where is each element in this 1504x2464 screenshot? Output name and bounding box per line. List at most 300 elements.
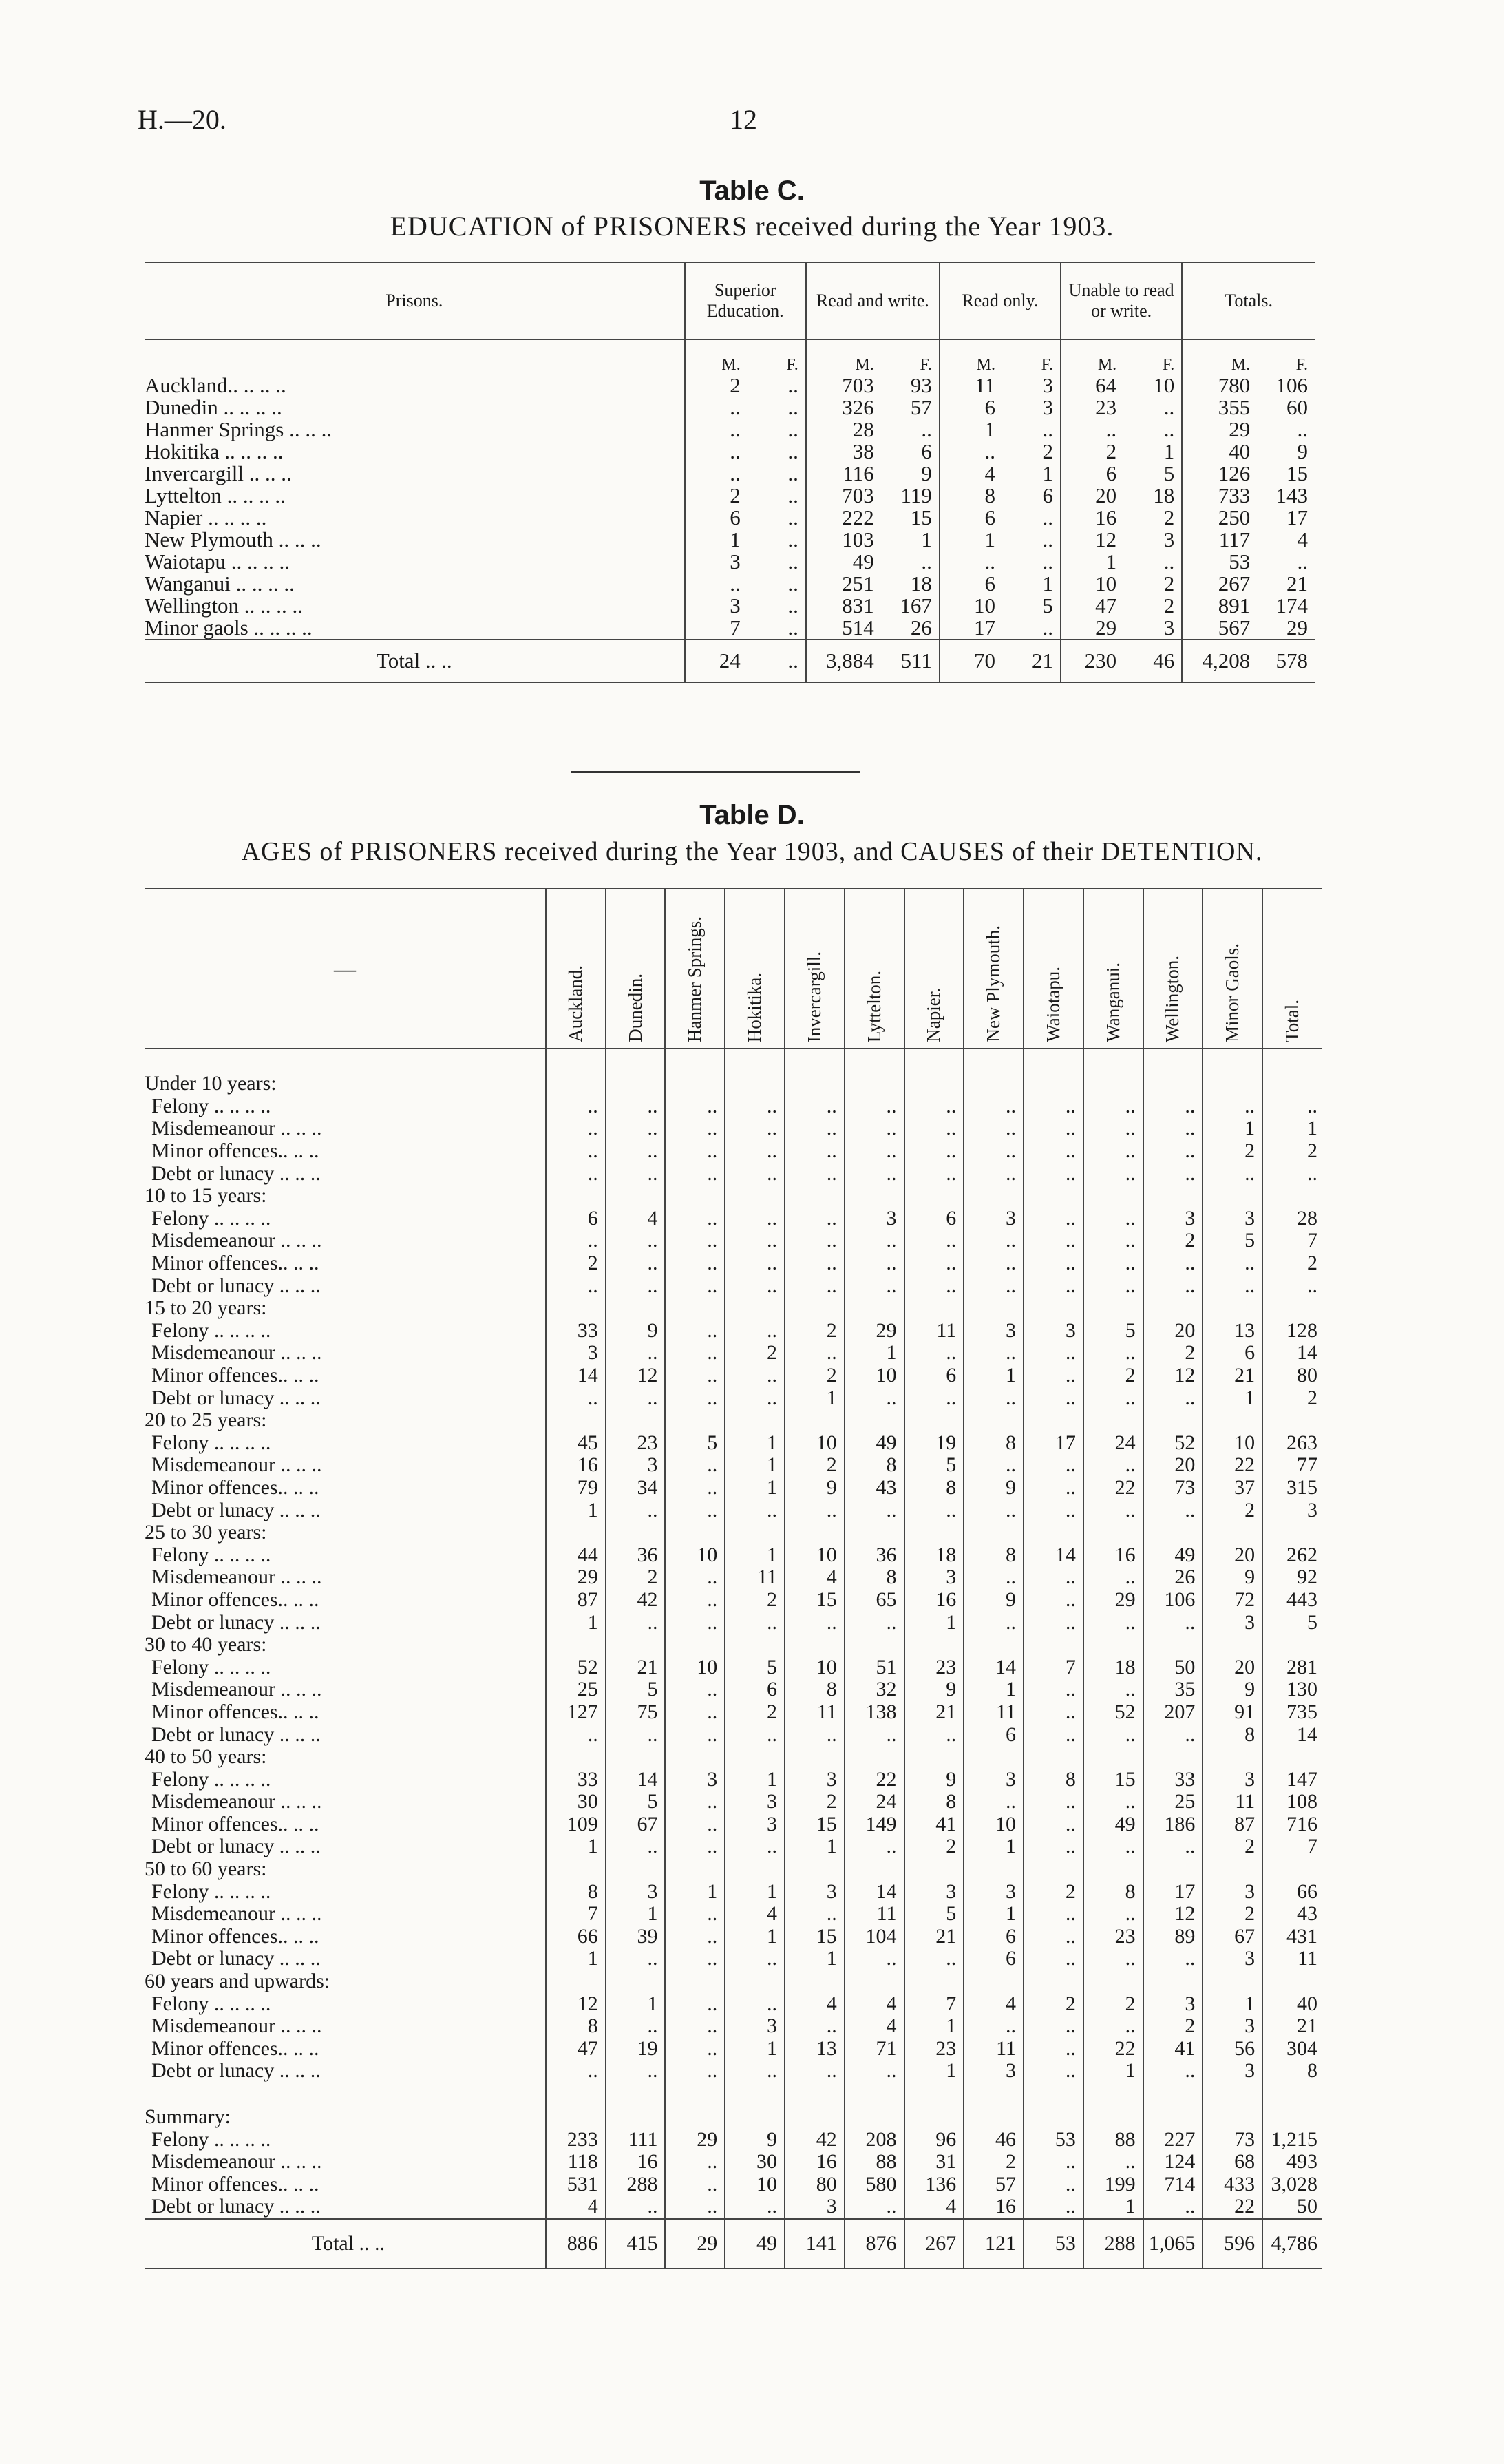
table-cell: .. — [964, 1230, 1024, 1252]
table-cell: 91 — [1203, 1701, 1262, 1724]
table-cell: 186 — [1143, 1813, 1203, 1836]
table-cell: 20 — [1143, 1320, 1203, 1342]
empty-cell — [546, 1073, 606, 1095]
header-read-only: Read only. — [940, 262, 1061, 339]
table-cell: .. — [904, 1387, 964, 1409]
empty-cell — [1083, 1858, 1143, 1881]
table-cell: 24 — [845, 1791, 904, 1813]
table-cell: 12 — [546, 1992, 606, 2015]
table-cell: 3 — [1203, 1880, 1262, 1903]
table-cell: 8 — [785, 1678, 845, 1701]
table-cell: 199 — [1083, 2173, 1143, 2196]
table-cell: 124 — [1143, 2151, 1203, 2173]
column-header-label: Wanganui. — [1102, 962, 1123, 1042]
table-cell: .. — [606, 1387, 666, 1409]
empty-cell — [1143, 1746, 1203, 1769]
sex-header-cell: M. — [1061, 339, 1116, 375]
table-cell: 51 — [845, 1656, 904, 1678]
spacer-cell — [1203, 2083, 1262, 2106]
table-cell: 109 — [546, 1813, 606, 1836]
table-cell: 29 — [1182, 419, 1250, 441]
table-c-title: Table C. — [699, 176, 805, 206]
table-cell: 7 — [685, 617, 741, 640]
table-row — [145, 419, 1315, 441]
table-cell: 143 — [1275, 483, 1308, 507]
table-cell: .. — [725, 1611, 785, 1634]
table-cell: 41 — [904, 1813, 964, 1836]
table-cell: .. — [964, 1342, 1024, 1365]
offence-label: Minor offences.. .. .. — [151, 1812, 319, 1835]
table-cell: 29 — [1286, 615, 1308, 640]
group-label: 50 to 60 years: — [145, 1857, 267, 1881]
table-cell: .. — [725, 1274, 785, 1297]
table-cell: .. — [1024, 1926, 1083, 1948]
table-cell: .. — [940, 441, 995, 463]
empty-cell — [1262, 1970, 1322, 1993]
spacer-cell — [1262, 2083, 1322, 2106]
table-cell: 208 — [845, 2128, 904, 2151]
table-cell: 32 — [845, 1678, 904, 1701]
table-cell: 3 — [1163, 527, 1175, 551]
table-cell: .. — [1024, 1117, 1083, 1140]
table-cell: 2 — [1203, 1140, 1262, 1163]
table-cell: 2 — [1163, 571, 1175, 596]
table-cell: 18 — [1083, 1656, 1143, 1678]
table-cell: 1 — [1203, 1117, 1262, 1140]
table-cell: 53 — [1024, 2128, 1083, 2151]
empty-cell — [904, 1970, 964, 1993]
table-cell: .. — [725, 1252, 785, 1275]
table-cell: 11 — [940, 375, 995, 397]
empty-cell — [1024, 1073, 1083, 1095]
table-cell: 38 — [806, 441, 874, 463]
table-cell: 127 — [546, 1701, 606, 1724]
table-row — [145, 1230, 1322, 1252]
table-cell: .. — [1083, 1162, 1143, 1185]
table-cell: 15 — [785, 1813, 845, 1836]
group-row — [145, 1858, 1322, 1881]
table-cell: 17 — [1143, 1880, 1203, 1903]
table-cell: 43 — [1262, 1903, 1322, 1926]
table-cell: .. — [787, 527, 798, 551]
table-cell: 14 — [1262, 1723, 1322, 1746]
empty-cell — [606, 1746, 666, 1769]
table-cell: 40 — [1182, 441, 1250, 463]
table-cell: .. — [1024, 2173, 1083, 2196]
empty-cell — [546, 1634, 606, 1656]
table-cell: .. — [845, 2060, 904, 2083]
table-cell: 281 — [1262, 1656, 1322, 1678]
empty-cell — [1143, 1297, 1203, 1320]
table-cell: 3 — [1262, 1499, 1322, 1521]
table-row — [145, 595, 1315, 617]
table-row — [145, 1208, 1322, 1230]
empty-cell — [725, 2106, 785, 2129]
table-cell: 11 — [904, 1320, 964, 1342]
prison-name: Minor gaols .. .. .. .. — [145, 615, 313, 640]
table-cell: 22 — [1203, 1454, 1262, 1477]
table-cell: 12 — [1143, 1903, 1203, 1926]
table-cell: .. — [1024, 1140, 1083, 1163]
table-cell: 2 — [1083, 1365, 1143, 1387]
empty-cell — [546, 1185, 606, 1208]
table-cell: 1 — [940, 529, 995, 551]
table-row — [145, 1948, 1322, 1970]
table-cell: .. — [785, 2060, 845, 2083]
table-cell: 6 — [1061, 463, 1116, 485]
table-cell: 3 — [725, 1813, 785, 1836]
empty-cell — [964, 2106, 1024, 2129]
empty-cell — [606, 1521, 666, 1544]
table-cell: 2 — [1042, 439, 1054, 463]
table-cell: .. — [845, 1387, 904, 1409]
empty-cell — [964, 1073, 1024, 1095]
offence-label: Misdemeanour .. .. .. — [151, 1678, 322, 1701]
spacer-cell — [546, 2083, 606, 2106]
table-cell: .. — [546, 1387, 606, 1409]
offence-label: Felony .. .. .. .. — [151, 1543, 271, 1566]
table-cell: 149 — [845, 1813, 904, 1836]
table-row — [145, 1903, 1322, 1926]
group-label: Summary: — [145, 2105, 231, 2129]
table-cell: .. — [1143, 1117, 1203, 1140]
table-cell: 25 — [546, 1678, 606, 1701]
prison-name: Waiotapu .. .. .. .. — [145, 549, 290, 573]
table-cell: 128 — [1262, 1320, 1322, 1342]
table-cell: 28 — [1262, 1208, 1322, 1230]
table-cell: .. — [1143, 1252, 1203, 1275]
table-cell: .. — [665, 1095, 725, 1118]
table-cell: .. — [1262, 1274, 1322, 1297]
table-cell: 130 — [1262, 1678, 1322, 1701]
table-cell: 6 — [1042, 483, 1054, 507]
table-cell: .. — [1083, 1117, 1143, 1140]
table-cell: 7 — [1262, 1835, 1322, 1858]
table-cell: 53 — [1182, 551, 1250, 573]
table-cell: .. — [845, 1162, 904, 1185]
table-cell: 29 — [1061, 617, 1116, 640]
table-cell: .. — [665, 1117, 725, 1140]
table-cell: .. — [1042, 417, 1054, 441]
table-cell: .. — [725, 1117, 785, 1140]
table-cell: 37 — [1203, 1477, 1262, 1499]
table-cell: 17 — [940, 617, 995, 640]
table-cell: .. — [964, 1274, 1024, 1297]
table-cell: 716 — [1262, 1813, 1322, 1836]
table-cell: .. — [725, 2060, 785, 2083]
table-cell: 5 — [1042, 593, 1054, 618]
offence-label: Minor offences.. .. .. — [151, 1364, 319, 1387]
table-cell: .. — [1297, 417, 1308, 441]
table-cell: 2 — [785, 1791, 845, 1813]
table-cell: .. — [785, 1274, 845, 1297]
table-cell: 174 — [1275, 593, 1308, 618]
spacer-cell — [606, 2083, 666, 2106]
table-cell: .. — [665, 2015, 725, 2038]
table-cell: 1 — [725, 1880, 785, 1903]
table-cell: 4 — [785, 1992, 845, 2015]
table-cell: .. — [1083, 1274, 1143, 1297]
table-cell: .. — [845, 1274, 904, 1297]
table-cell: 8 — [1083, 1880, 1143, 1903]
empty-cell — [1083, 1185, 1143, 1208]
table-cell: .. — [1024, 1589, 1083, 1612]
table-row — [145, 1477, 1322, 1499]
table-cell: .. — [964, 1162, 1024, 1185]
table-cell: 1 — [665, 1880, 725, 1903]
empty-cell — [845, 1409, 904, 1432]
table-cell: 9 — [1203, 1566, 1262, 1589]
table-cell: .. — [785, 1095, 845, 1118]
table-cell: 831 — [806, 595, 874, 617]
offence-label: Misdemeanour .. .. .. — [151, 2150, 322, 2173]
table-cell: 18 — [1153, 483, 1175, 507]
table-row — [145, 1566, 1322, 1589]
table-cell: .. — [1143, 1095, 1203, 1118]
table-cell: .. — [665, 1723, 725, 1746]
table-cell: .. — [940, 551, 995, 573]
table-cell: .. — [964, 1095, 1024, 1118]
empty-cell — [606, 1297, 666, 1320]
table-cell: 15 — [785, 1589, 845, 1612]
table-cell: .. — [921, 417, 932, 441]
table-cell: 4 — [785, 1566, 845, 1589]
table-cell: 22 — [845, 1768, 904, 1791]
table-cell: .. — [725, 1365, 785, 1387]
empty-cell — [904, 1746, 964, 1769]
table-cell: .. — [1042, 527, 1054, 551]
column-header — [1262, 889, 1322, 1049]
table-cell: .. — [606, 1095, 666, 1118]
empty-cell — [785, 2106, 845, 2129]
table-cell: .. — [665, 1813, 725, 1836]
table-cell: 57 — [910, 395, 932, 419]
table-cell: .. — [845, 1095, 904, 1118]
empty-cell — [665, 2106, 725, 2129]
header-superior-education: Superior Education. — [685, 262, 806, 339]
empty-cell — [665, 1521, 725, 1544]
table-cell: .. — [1083, 1230, 1143, 1252]
table-cell: 14 — [546, 1365, 606, 1387]
table-row — [145, 1342, 1322, 1365]
table-cell: 1 — [546, 1948, 606, 1970]
prison-name: Hanmer Springs .. .. .. — [145, 417, 332, 441]
table-cell: .. — [1024, 1499, 1083, 1521]
table-cell: .. — [546, 2060, 606, 2083]
table-cell: 8 — [1024, 1768, 1083, 1791]
table-cell: 20 — [1203, 1656, 1262, 1678]
table-cell: 23 — [1083, 1926, 1143, 1948]
empty-cell — [725, 1409, 785, 1432]
total-cell: 3,884 — [806, 640, 874, 682]
table-cell: 2 — [1262, 1140, 1322, 1163]
table-row — [145, 1701, 1322, 1724]
empty-cell — [1262, 1746, 1322, 1769]
table-cell: .. — [546, 1230, 606, 1252]
prison-name: Napier .. .. .. .. — [145, 505, 267, 529]
table-cell: 9 — [1297, 439, 1308, 463]
total-cell: 415 — [606, 2219, 666, 2268]
offence-label: Felony .. .. .. .. — [151, 1094, 271, 1117]
table-cell: .. — [1083, 1611, 1143, 1634]
table-cell: 14 — [1024, 1544, 1083, 1566]
header-prisons: Prisons. — [145, 262, 685, 339]
table-cell: .. — [1143, 1140, 1203, 1163]
table-cell: .. — [546, 1095, 606, 1118]
prison-name: Auckland.. .. .. .. — [145, 373, 286, 397]
table-cell: .. — [725, 1162, 785, 1185]
empty-cell — [785, 1521, 845, 1544]
table-cell: .. — [845, 1230, 904, 1252]
table-cell: 11 — [725, 1566, 785, 1589]
table-cell: 23 — [904, 2038, 964, 2061]
table-cell: 2 — [964, 2151, 1024, 2173]
table-cell: .. — [725, 1320, 785, 1342]
table-cell: 6 — [685, 507, 741, 529]
empty-cell — [665, 1970, 725, 1993]
empty-cell — [1024, 1521, 1083, 1544]
table-cell: 580 — [845, 2173, 904, 2196]
table-cell: .. — [665, 1342, 725, 1365]
table-cell: 5 — [1083, 1320, 1143, 1342]
table-cell: 443 — [1262, 1589, 1322, 1612]
table-cell: .. — [785, 1140, 845, 1163]
table-cell: .. — [787, 461, 798, 485]
table-cell: 9 — [964, 1477, 1024, 1499]
table-cell: 2 — [1203, 1835, 1262, 1858]
table-cell: 567 — [1182, 617, 1250, 640]
table-cell: 10 — [1061, 573, 1116, 595]
table-cell: .. — [1024, 1162, 1083, 1185]
total-cell: 578 — [1250, 640, 1315, 682]
spacer-cell — [1203, 1049, 1262, 1073]
table-cell: 3 — [1203, 2060, 1262, 2083]
table-cell: 18 — [910, 571, 932, 596]
offence-label: Misdemeanour .. .. .. — [151, 1341, 322, 1365]
total-label: Total .. .. — [145, 2219, 546, 2268]
table-cell: .. — [665, 1140, 725, 1163]
table-cell: .. — [1203, 1274, 1262, 1297]
spacer-cell — [785, 1049, 845, 1073]
table-cell: 22 — [1203, 2196, 1262, 2219]
table-cell: 326 — [806, 397, 874, 419]
table-cell: .. — [665, 1365, 725, 1387]
table-cell: 3 — [606, 1454, 666, 1477]
table-cell: .. — [606, 1230, 666, 1252]
table-cell: .. — [787, 549, 798, 573]
table-row — [145, 573, 1315, 595]
table-cell: 2 — [785, 1454, 845, 1477]
table-cell: .. — [787, 395, 798, 419]
table-cell: 88 — [1083, 2128, 1143, 2151]
table-cell: .. — [1024, 1813, 1083, 1836]
total-label: Total .. .. — [145, 640, 685, 682]
table-cell: 11 — [1262, 1948, 1322, 1970]
table-cell: .. — [546, 1117, 606, 1140]
table-cell: 2 — [1203, 1499, 1262, 1521]
table-cell: 1 — [725, 1926, 785, 1948]
group-label: 25 to 30 years: — [145, 1521, 267, 1544]
table-cell: 1 — [725, 2038, 785, 2061]
table-cell: 111 — [606, 2128, 666, 2151]
table-cell: 21 — [904, 1926, 964, 1948]
table-cell: 5 — [606, 1678, 666, 1701]
table-cell: .. — [1042, 505, 1054, 529]
empty-cell — [665, 1746, 725, 1769]
group-row — [145, 1970, 1322, 1993]
group-label: 40 to 50 years: — [145, 1745, 267, 1769]
table-cell: 29 — [1083, 1589, 1143, 1612]
empty-cell — [785, 1409, 845, 1432]
empty-cell — [725, 1521, 785, 1544]
table-row — [145, 1162, 1322, 1185]
table-cell: 21 — [606, 1656, 666, 1678]
empty-cell — [1203, 1858, 1262, 1881]
table-cell: 5 — [665, 1432, 725, 1455]
table-cell: 36 — [845, 1544, 904, 1566]
table-cell: 1 — [1061, 551, 1116, 573]
table-cell: 7 — [904, 1992, 964, 2015]
table-row — [145, 1432, 1322, 1455]
table-cell: 3 — [1203, 1611, 1262, 1634]
table-cell: 8 — [940, 485, 995, 507]
table-cell: .. — [1083, 1791, 1143, 1813]
table-cell: .. — [606, 1611, 666, 1634]
table-cell: 17 — [1286, 505, 1308, 529]
table-cell: 24 — [1083, 1432, 1143, 1455]
table-cell: 106 — [1275, 373, 1308, 397]
table-cell: 433 — [1203, 2173, 1262, 2196]
table-cell: 9 — [785, 1477, 845, 1499]
table-cell: 431 — [1262, 1926, 1322, 1948]
column-header-label: Hanmer Springs. — [684, 916, 706, 1042]
table-cell: 16 — [1083, 1544, 1143, 1566]
table-cell: 49 — [1083, 1813, 1143, 1836]
empty-cell — [546, 1970, 606, 1993]
table-cell: 250 — [1182, 507, 1250, 529]
empty-cell — [1024, 1970, 1083, 1993]
group-label: 60 years and upwards: — [145, 1970, 330, 1993]
table-cell: .. — [904, 1499, 964, 1521]
table-cell: 2 — [1061, 441, 1116, 463]
empty-cell — [1083, 1521, 1143, 1544]
table-cell: 7 — [1262, 1230, 1322, 1252]
table-cell: 1 — [725, 1768, 785, 1791]
table-cell: 167 — [900, 593, 932, 618]
table-row — [145, 485, 1315, 507]
table-cell: .. — [665, 1566, 725, 1589]
table-cell: .. — [1024, 1342, 1083, 1365]
table-cell: .. — [665, 1701, 725, 1724]
table-cell: 5 — [904, 1903, 964, 1926]
table-cell: 80 — [785, 2173, 845, 2196]
total-cell: 21 — [995, 640, 1061, 682]
column-header-label: Lyttelton. — [863, 970, 885, 1042]
spacer-cell — [904, 1049, 964, 1073]
table-row — [145, 2196, 1322, 2219]
table-cell: 251 — [806, 573, 874, 595]
table-cell: 4 — [845, 2015, 904, 2038]
sex-header-cell: M. — [940, 339, 995, 375]
table-cell: 11 — [964, 2038, 1024, 2061]
table-cell: .. — [665, 1252, 725, 1275]
table-row — [145, 2060, 1322, 2083]
table-cell: 15 — [910, 505, 932, 529]
table-cell: .. — [546, 1140, 606, 1163]
table-cell: 49 — [806, 551, 874, 573]
table-cell: 9 — [725, 2128, 785, 2151]
table-row — [145, 375, 1315, 397]
